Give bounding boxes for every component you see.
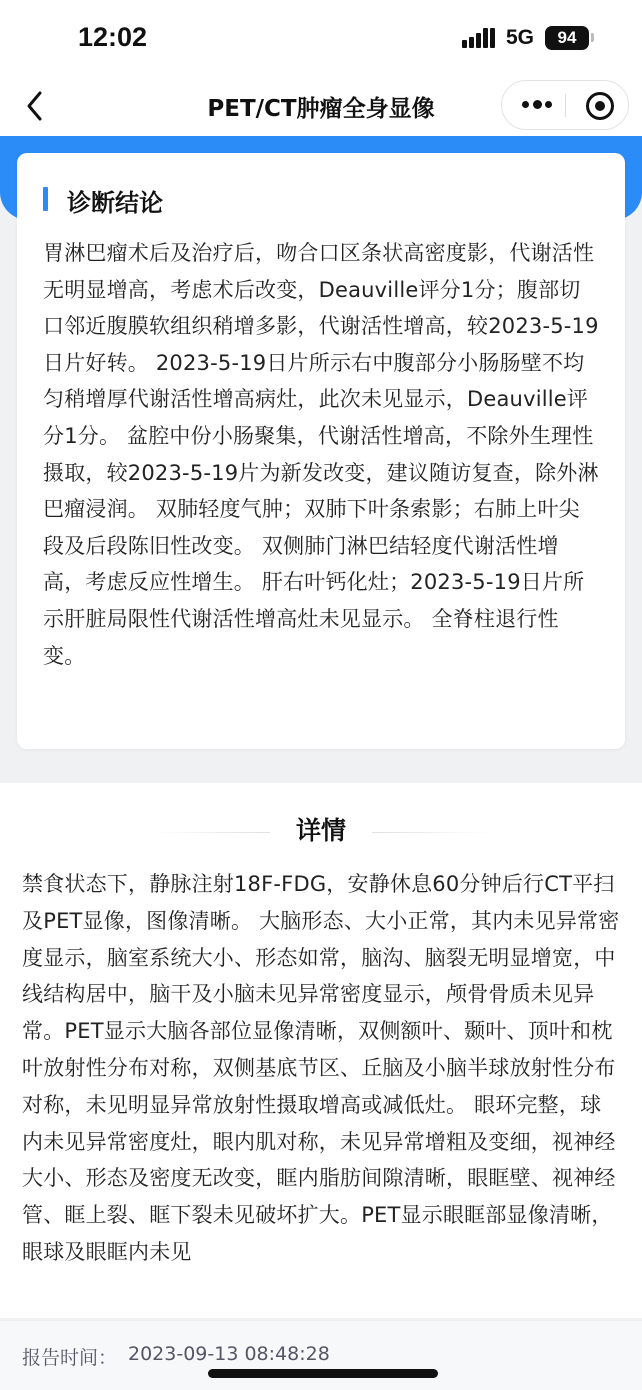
target-circle-icon[interactable] (586, 92, 614, 120)
conclusion-card (17, 153, 625, 749)
details-header (0, 809, 642, 845)
home-indicator[interactable] (208, 1369, 438, 1378)
signal-icon (462, 28, 496, 48)
network-type: 5G (506, 26, 535, 49)
details-text: 禁食状态下，静脉注射18F-FDG，安静休息60分钟后行CT平扫及PET显像，图像清晰。 大脑形态、大小正常，其内未见异常密度显示，脑室系统大小、形态如常，脑沟、脑裂无明显增宽，中线结构居中，脑干及小脑未见异常密度显示，颅骨骨质未见异常。PET显示大脑各部位显像清晰，双侧额叶、颞叶、顶叶和枕叶放射性分布对称，双侧基底节区、丘脑及小脑半球放射性分布对称，未见明显异常放射性摄取增高或减低灶。 眼环完整，球内未见异常密度灶，眼内肌对称，未见异常增粗及变细，视神经大小、形态及密度无改变，眶内脂肪间隙清晰，眼眶壁、视神经管、眶上裂、眶下裂未见破坏扩大。PET显示眼眶部显像清晰，眼球及眼眶内未见 (22, 872, 620, 1264)
details-section (0, 783, 642, 1318)
page-title: PET/CT肿瘤全身显像 (207, 96, 435, 122)
conclusion-text: 胃淋巴瘤术后及治疗后，吻合口区条状高密度影，代谢活性无明显增高，考虑术后改变，Deauville评分1分；腹部切口邻近腹膜软组织稍增多影，代谢活性增高，较2023-5-19日片好转。 2023-5-19日片所示右中腹部分小肠肠壁不均匀稍增厚代谢活性增高病灶，此次未见显示，Deauville评分1分。 盆腔中份小肠聚集，代谢活性增高，不除外生理性摄取，较2023-5-19片为新发改变，建议随访复查，除外淋巴瘤浸润。 双肺轻度气肿；双肺下叶条索影；右肺上叶尖段及后段陈旧性改变。 双侧肺门淋巴结轻度代谢活性增高，考虑反应性增生。 肝右叶钙化灶；2023-5-19日片所示肝脏局限性代谢活性增高灶未见显示。 全脊柱退行性变。 (43, 241, 599, 668)
mini-program-capsule (501, 80, 629, 130)
report-time-label: 报告时间： (22, 1347, 118, 1369)
divider-right (372, 832, 492, 833)
conclusion-title: 诊断结论 (67, 189, 163, 217)
more-dots-icon[interactable] (522, 101, 552, 109)
navigation-bar (0, 76, 642, 136)
section-accent-bar (43, 187, 48, 211)
capsule-divider (565, 94, 566, 117)
status-bar (0, 0, 642, 76)
status-time: 12:02 (78, 22, 148, 52)
battery-tip (591, 33, 594, 42)
details-title: 详情 (295, 816, 346, 845)
report-footer (0, 1320, 642, 1390)
battery-icon: 94 (545, 26, 589, 50)
report-time-value: 2023-09-13 08:48:28 (128, 1343, 330, 1365)
